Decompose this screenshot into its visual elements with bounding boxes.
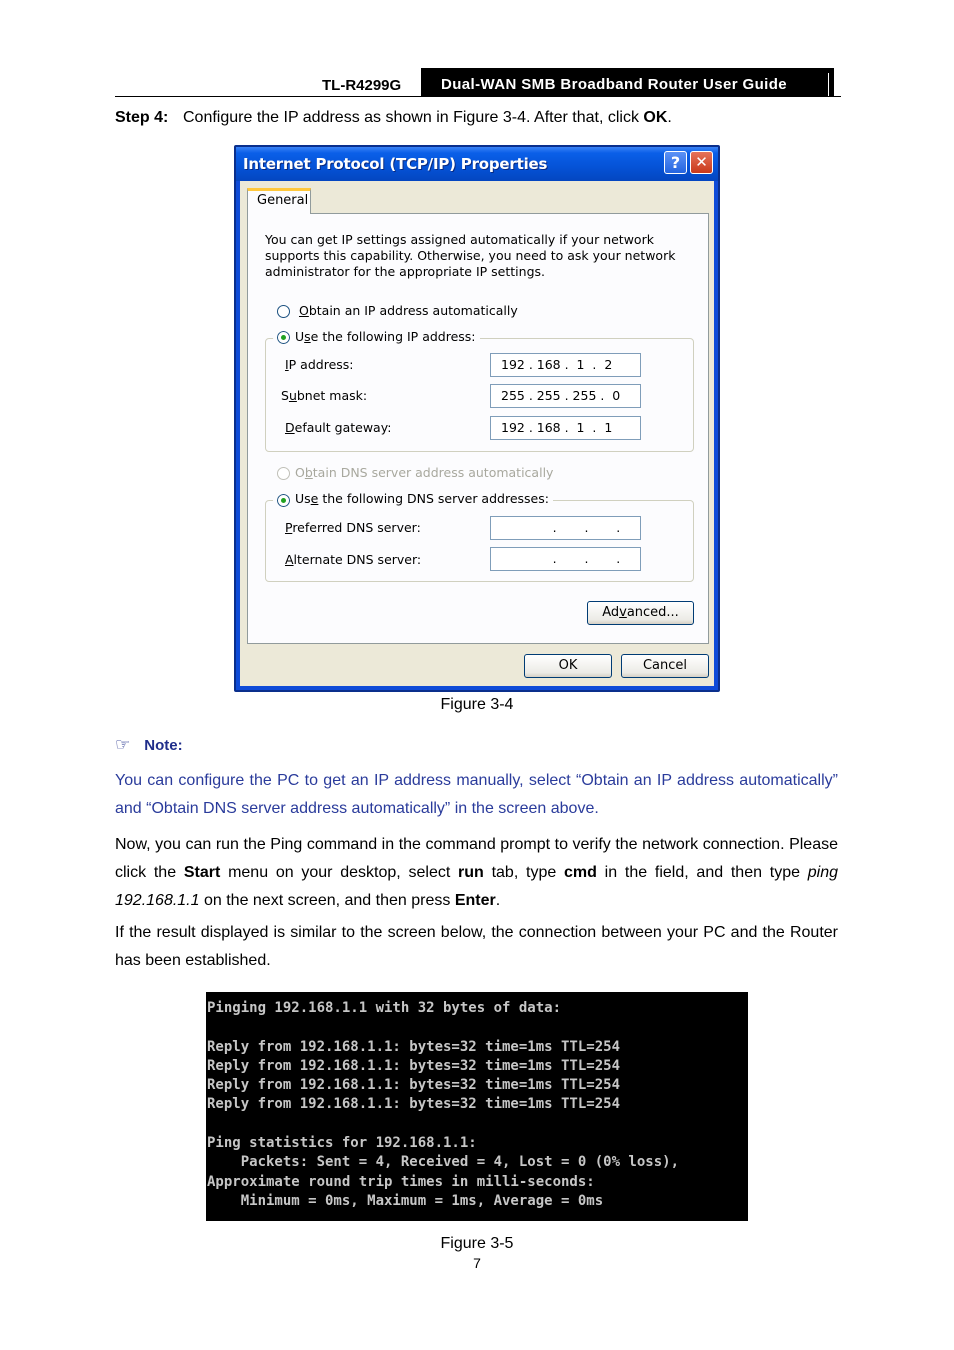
console-line: Ping statistics for 192.168.1.1: bbox=[207, 1135, 477, 1152]
tab-general[interactable]: General bbox=[247, 188, 311, 214]
use-ip-radio[interactable] bbox=[277, 331, 290, 344]
console-line: Reply from 192.168.1.1: bytes=32 time=1ms TTL=254 bbox=[207, 1077, 621, 1094]
page-number: 7 bbox=[473, 1255, 481, 1271]
obtain-ip-label[interactable]: Obtain an IP address automatically bbox=[298, 303, 518, 318]
console-line: Reply from 192.168.1.1: bytes=32 time=1ms TTL=254 bbox=[207, 1038, 621, 1055]
note-body: You can configure the PC to get an IP address manually, select “Obtain an IP address automatically” and “Obtain DNS server address automatically” in the screen above. bbox=[115, 772, 838, 817]
dialog-body bbox=[240, 181, 714, 686]
console-line: Packets: Sent = 4, Received = 4, Lost = 0 (0% loss), bbox=[207, 1154, 680, 1171]
console-line bbox=[207, 1018, 748, 1037]
instruction-paragraph: Now, you can run the Ping command in the command prompt to verify the network connection. Please click the Start menu on your desktop, select run tab, type cmd in the field, and then type ping 192.168.1.1 on the next screen, and then press Enter. bbox=[115, 836, 838, 909]
note-heading bbox=[115, 735, 183, 755]
console-line: Pinging 192.168.1.1 with 32 bytes of data: bbox=[207, 1000, 562, 1016]
dialog-titlebar bbox=[236, 147, 718, 181]
ip-address-field[interactable]: 192 . 168 . 1 . 2 bbox=[490, 353, 641, 377]
header-model: TL-R4299G bbox=[322, 77, 402, 94]
console-line bbox=[207, 1115, 748, 1134]
intro-text: You can get IP settings assigned automatically if your network supports this capability. Otherwise, you need to ask your network administrator for the appropriate IP settings. bbox=[265, 232, 676, 279]
ping-console-output bbox=[206, 992, 748, 1221]
preferred-dns-label: Preferred DNS server: bbox=[284, 520, 421, 535]
alternate-dns-label: Alternate DNS server: bbox=[284, 552, 422, 567]
step-4 bbox=[115, 109, 672, 127]
header-guide-title bbox=[421, 68, 834, 97]
pointing-hand-icon: ☞ bbox=[115, 735, 131, 755]
figure-3-5-caption: Figure 3-5 bbox=[440, 1235, 514, 1252]
help-icon[interactable]: ? bbox=[664, 151, 687, 174]
general-panel bbox=[247, 213, 709, 644]
header-guide-title-text: Dual-WAN SMB Broadband Router User Guide bbox=[441, 76, 788, 93]
use-dns-label[interactable]: Use the following DNS server addresses: bbox=[293, 491, 553, 506]
obtain-ip-radio[interactable] bbox=[277, 305, 290, 318]
obtain-dns-radio[interactable] bbox=[277, 467, 290, 480]
console-line: Approximate round trip times in milli-seconds: bbox=[207, 1173, 595, 1190]
step-label: Step 4: bbox=[115, 109, 169, 126]
cancel-button[interactable]: Cancel bbox=[621, 654, 709, 678]
dialog-title: Internet Protocol (TCP/IP) Properties bbox=[243, 155, 548, 173]
header-divider-mark bbox=[828, 73, 829, 97]
use-dns-radio[interactable] bbox=[277, 494, 290, 507]
step-ok-bold: OK bbox=[643, 109, 668, 126]
result-paragraph: If the result displayed is similar to the screen below, the connection between your PC and the Router has been established. bbox=[115, 924, 838, 969]
tcpip-properties-dialog bbox=[234, 145, 720, 692]
default-gateway-label: Default gateway: bbox=[284, 420, 392, 435]
header-rule bbox=[115, 96, 841, 97]
console-line: Reply from 192.168.1.1: bytes=32 time=1ms TTL=254 bbox=[207, 1096, 621, 1113]
close-icon[interactable]: ✕ bbox=[690, 151, 713, 174]
ip-address-label: IP address: bbox=[284, 357, 354, 372]
figure-3-4-caption: Figure 3-4 bbox=[440, 696, 514, 713]
ok-button[interactable]: OK bbox=[524, 654, 612, 678]
obtain-dns-label[interactable]: Obtain DNS server address automatically bbox=[295, 465, 554, 480]
subnet-mask-field[interactable]: 255 . 255 . 255 . 0 bbox=[490, 384, 641, 408]
preferred-dns-field[interactable]: . . . bbox=[490, 516, 641, 540]
subnet-mask-label: Subnet mask: bbox=[281, 388, 368, 403]
step-text: Configure the IP address as shown in Figure 3-4. After that, click bbox=[183, 109, 644, 126]
alternate-dns-field[interactable]: . . . bbox=[490, 547, 641, 571]
step-period: . bbox=[667, 109, 672, 126]
advanced-button[interactable]: Advanced... bbox=[587, 601, 694, 625]
console-line: Minimum = 0ms, Maximum = 1ms, Average = 0ms bbox=[207, 1192, 604, 1209]
use-ip-label[interactable]: Use the following IP address: bbox=[293, 329, 480, 344]
default-gateway-field[interactable]: 192 . 168 . 1 . 1 bbox=[490, 416, 641, 440]
note-title: Note: bbox=[144, 737, 183, 754]
console-line: Reply from 192.168.1.1: bytes=32 time=1ms TTL=254 bbox=[207, 1057, 621, 1074]
